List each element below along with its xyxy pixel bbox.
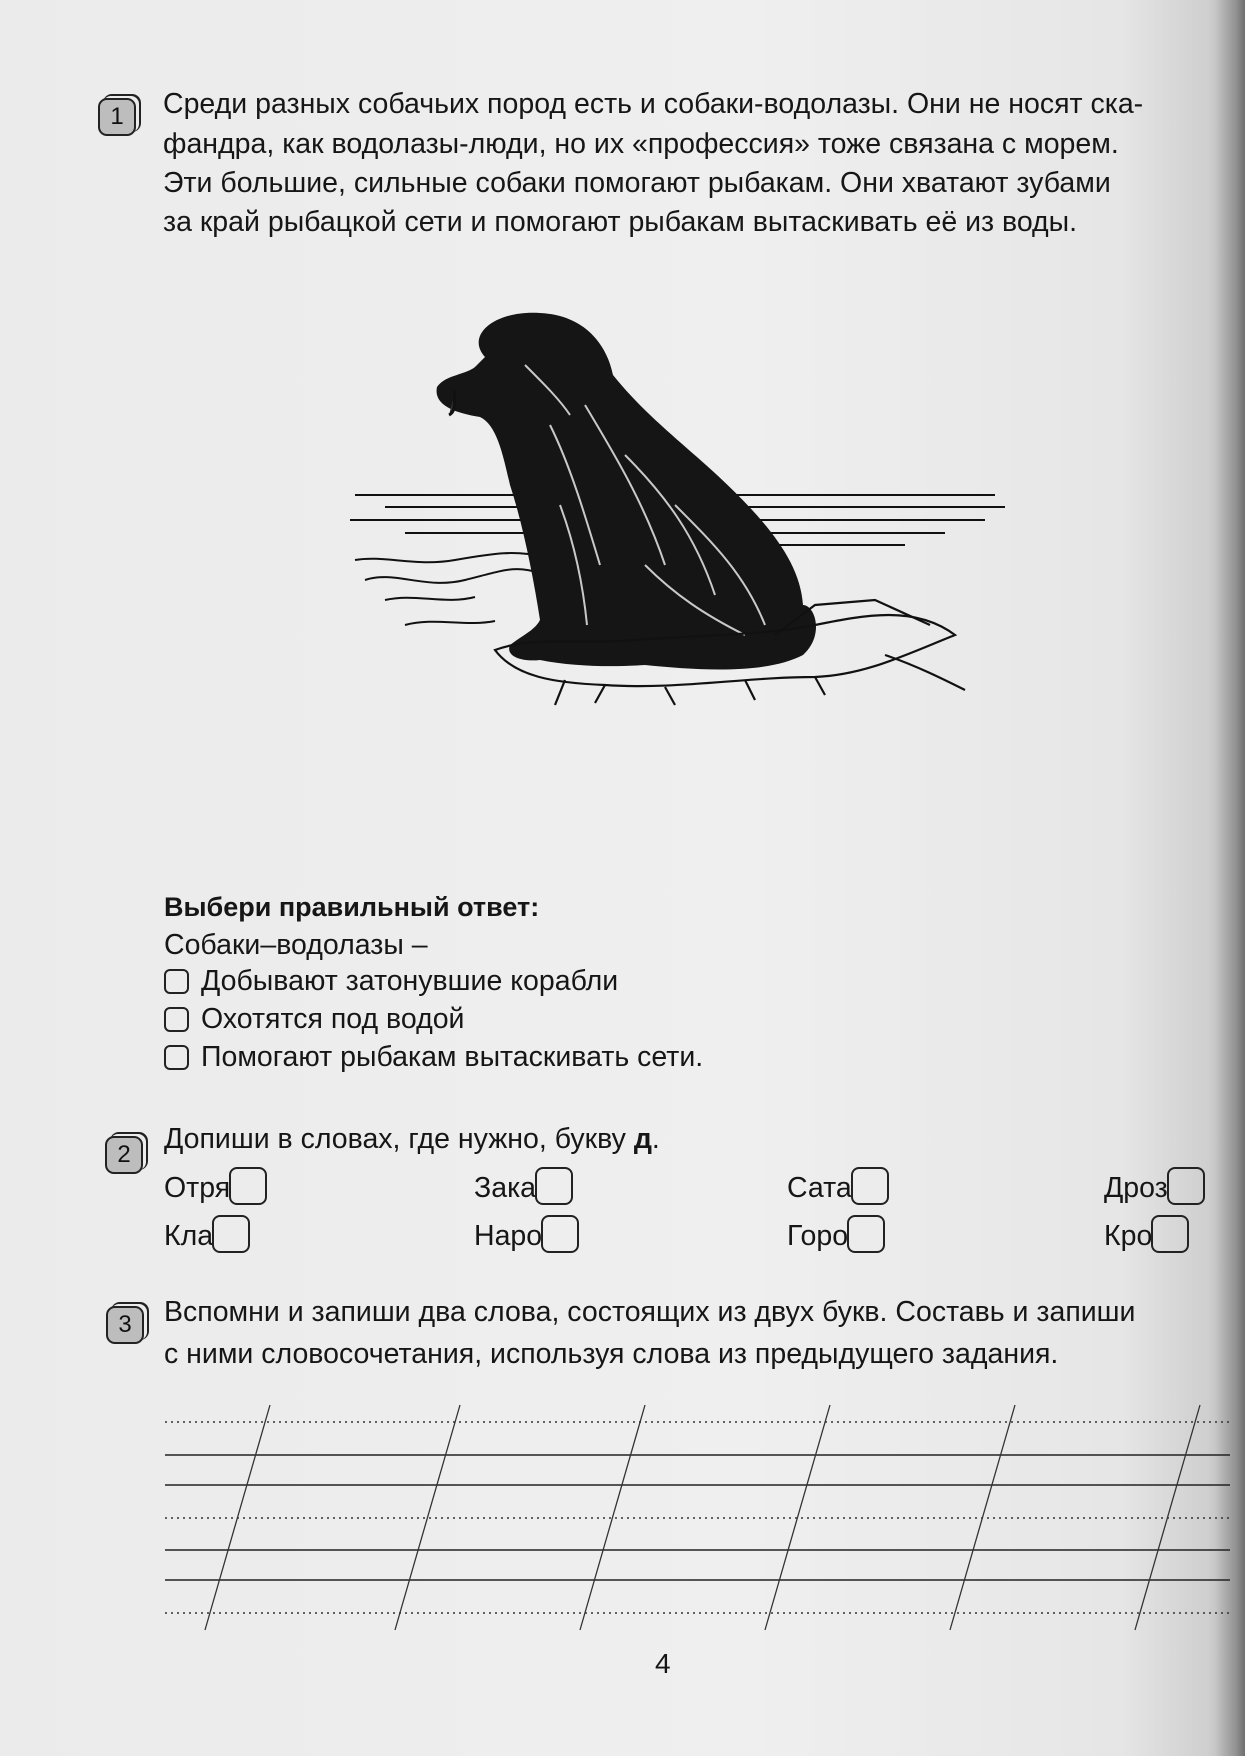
letter-input-box[interactable] [229, 1167, 267, 1205]
task-1-text-line-2: фандра, как водолазы-люди, но их «профессия» тоже связана с морем. [163, 128, 1119, 160]
letter-input-box[interactable] [541, 1215, 579, 1253]
letter-input-box[interactable] [851, 1167, 889, 1205]
option-3[interactable] [164, 1039, 703, 1075]
task-1-instruction: Выбери правильный ответ: [164, 892, 540, 922]
task-2-instruction-text: Допиши в словах, где нужно, букву [164, 1123, 634, 1155]
dog-body-shape [437, 313, 816, 670]
task-2-instruction-letter: д [633, 1123, 652, 1155]
task-1-text-line-4: за край рыбацкой сети и помогают рыбакам вытаскивать её из воды. [163, 206, 1078, 238]
page-number: 4 [655, 1648, 671, 1679]
option-2-label: Охотятся под водой [201, 1003, 465, 1035]
option-1-checkbox[interactable] [164, 969, 189, 994]
word-stem: Кла [164, 1220, 214, 1252]
word-item [787, 1167, 889, 1208]
task-3-text-line-2: с ними словосочетания, используя слова из предыдущего задания. [164, 1338, 1059, 1370]
word-item [164, 1167, 267, 1208]
handwriting-lines[interactable] [150, 1400, 1245, 1640]
word-stem: Зака [474, 1172, 537, 1204]
word-item [787, 1215, 885, 1256]
task-3-number-badge: 3 [106, 1306, 144, 1344]
task-1-text-line-3: Эти большие, сильные собаки помогают рыбакам. Они хватают зубами [163, 167, 1111, 199]
task-2-instruction [164, 1120, 660, 1159]
word-item [1104, 1215, 1189, 1256]
word-item [474, 1167, 573, 1208]
newfoundland-dog-illustration [345, 305, 1065, 775]
word-stem: Горо [787, 1220, 849, 1252]
word-stem: Отря [164, 1172, 231, 1204]
task-1-text-line-1: Среди разных собачьих пород есть и собаки-водолазы. Они не носят ска- [163, 88, 1144, 120]
task-2-number-badge: 2 [105, 1136, 143, 1174]
word-item [1104, 1167, 1205, 1208]
letter-input-box[interactable] [535, 1167, 573, 1205]
word-stem: Сата [787, 1172, 852, 1204]
letter-input-box[interactable] [1151, 1215, 1189, 1253]
letter-input-box[interactable] [212, 1215, 250, 1253]
word-stem: Наро [474, 1220, 543, 1252]
word-item [474, 1215, 579, 1256]
task-3-text-line-1: Вспомни и запиши два слова, состоящих из двух букв. Составь и запиши [164, 1296, 1136, 1328]
option-2-checkbox[interactable] [164, 1007, 189, 1032]
option-1[interactable] [164, 963, 618, 999]
word-item [164, 1215, 250, 1256]
task-1-question-stem: Собаки–водолазы – [164, 929, 428, 961]
letter-input-box[interactable] [847, 1215, 885, 1253]
word-stem: Дроз [1104, 1172, 1168, 1204]
option-1-label: Добывают затонувшие корабли [201, 965, 619, 997]
option-2[interactable] [164, 1001, 464, 1037]
task-1-number-badge: 1 [98, 98, 136, 136]
option-3-checkbox[interactable] [164, 1045, 189, 1070]
option-3-label: Помогают рыбакам вытаскивать сети. [201, 1041, 704, 1073]
task-2-instruction-end: . [651, 1123, 660, 1155]
letter-input-box[interactable] [1167, 1167, 1205, 1205]
word-stem: Кро [1104, 1220, 1153, 1252]
